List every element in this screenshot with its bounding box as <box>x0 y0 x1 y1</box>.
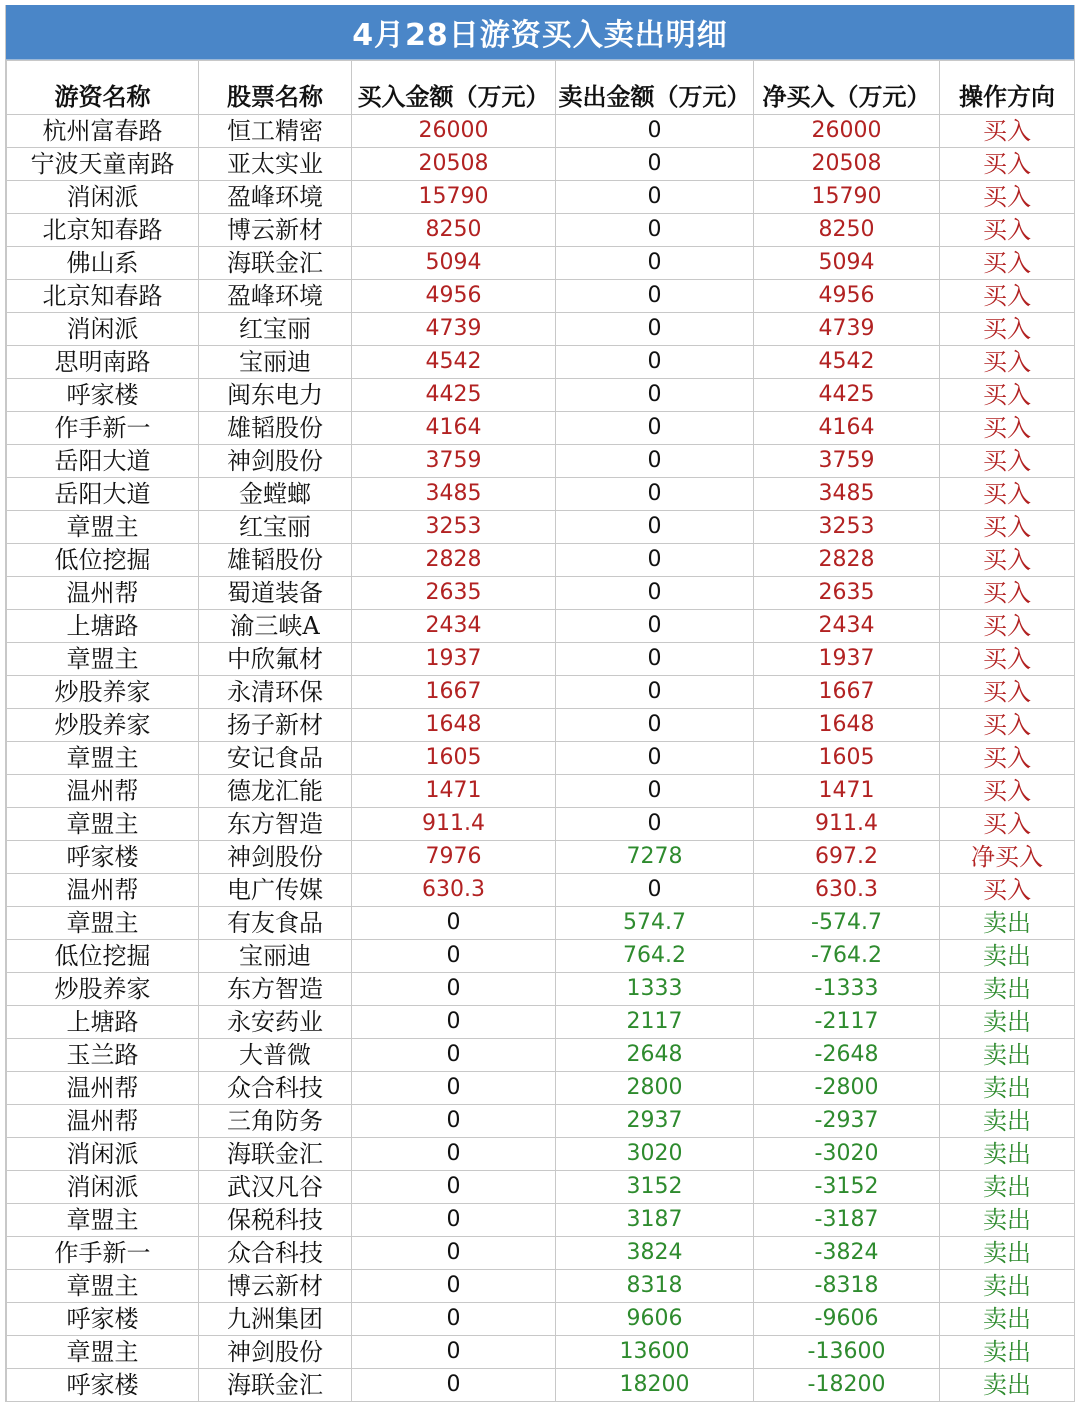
sell-amount-cell: 0 <box>556 742 754 775</box>
stock-cell: 神剑股份 <box>199 1336 352 1369</box>
stock-cell: 东方智造 <box>199 973 352 1006</box>
trader-cell: 佛山系 <box>7 247 199 280</box>
table-row <box>7 1138 1075 1171</box>
table-row <box>7 1369 1075 1402</box>
table-row <box>7 775 1075 808</box>
table-row <box>7 181 1075 214</box>
stock-cell: 红宝丽 <box>199 511 352 544</box>
stock-cell: 神剑股份 <box>199 841 352 874</box>
buy-amount-cell: 4425 <box>352 379 556 412</box>
direction-cell: 卖出 <box>940 1171 1075 1204</box>
direction-cell: 买入 <box>940 511 1075 544</box>
net-buy-cell: 1667 <box>754 676 940 709</box>
table-row <box>7 544 1075 577</box>
sell-amount-cell: 2117 <box>556 1006 754 1039</box>
table-row <box>7 676 1075 709</box>
table-row <box>7 346 1075 379</box>
trader-cell: 思明南路 <box>7 346 199 379</box>
trader-cell: 温州帮 <box>7 1072 199 1105</box>
net-buy-cell: 1937 <box>754 643 940 676</box>
direction-cell: 卖出 <box>940 940 1075 973</box>
buy-amount-cell: 0 <box>352 1303 556 1336</box>
net-buy-cell: -8318 <box>754 1270 940 1303</box>
net-buy-cell: 3253 <box>754 511 940 544</box>
buy-amount-cell: 4164 <box>352 412 556 445</box>
buy-amount-cell: 0 <box>352 1270 556 1303</box>
net-buy-cell: 8250 <box>754 214 940 247</box>
net-buy-cell: 3485 <box>754 478 940 511</box>
trader-cell: 岳阳大道 <box>7 445 199 478</box>
stock-cell: 众合科技 <box>199 1072 352 1105</box>
net-buy-cell: 15790 <box>754 181 940 214</box>
buy-amount-cell: 911.4 <box>352 808 556 841</box>
trader-cell: 章盟主 <box>7 511 199 544</box>
table-row <box>7 808 1075 841</box>
direction-cell: 卖出 <box>940 1072 1075 1105</box>
sell-amount-cell: 3187 <box>556 1204 754 1237</box>
buy-amount-cell: 0 <box>352 1138 556 1171</box>
direction-cell: 卖出 <box>940 973 1075 1006</box>
trader-cell: 杭州富春路 <box>7 115 199 148</box>
trader-cell: 玉兰路 <box>7 1039 199 1072</box>
buy-amount-cell: 8250 <box>352 214 556 247</box>
trader-cell: 作手新一 <box>7 1237 199 1270</box>
trader-cell: 作手新一 <box>7 412 199 445</box>
stock-cell: 永安药业 <box>199 1006 352 1039</box>
sell-amount-cell: 574.7 <box>556 907 754 940</box>
sell-amount-cell: 0 <box>556 775 754 808</box>
table-row <box>7 1237 1075 1270</box>
header-buy-amount: 买入金额（万元） <box>352 61 556 115</box>
net-buy-cell: 4956 <box>754 280 940 313</box>
trader-cell: 低位挖掘 <box>7 544 199 577</box>
net-buy-cell: 5094 <box>754 247 940 280</box>
buy-amount-cell: 0 <box>352 1369 556 1402</box>
stock-cell: 三角防务 <box>199 1105 352 1138</box>
direction-cell: 买入 <box>940 148 1075 181</box>
table-row <box>7 643 1075 676</box>
stock-cell: 电广传媒 <box>199 874 352 907</box>
trader-cell: 呼家楼 <box>7 1303 199 1336</box>
spreadsheet <box>5 5 1075 1402</box>
sell-amount-cell: 13600 <box>556 1336 754 1369</box>
table-row <box>7 313 1075 346</box>
buy-amount-cell: 26000 <box>352 115 556 148</box>
table-row <box>7 1270 1075 1303</box>
stock-cell: 宝丽迪 <box>199 346 352 379</box>
sell-amount-cell: 3152 <box>556 1171 754 1204</box>
table-row <box>7 412 1075 445</box>
net-buy-cell: 2828 <box>754 544 940 577</box>
net-buy-cell: -2800 <box>754 1072 940 1105</box>
trader-cell: 岳阳大道 <box>7 478 199 511</box>
net-buy-cell: -3187 <box>754 1204 940 1237</box>
sell-amount-cell: 9606 <box>556 1303 754 1336</box>
stock-cell: 保税科技 <box>199 1204 352 1237</box>
sell-amount-cell: 0 <box>556 313 754 346</box>
net-buy-cell: 2635 <box>754 577 940 610</box>
buy-amount-cell: 0 <box>352 1039 556 1072</box>
net-buy-cell: 20508 <box>754 148 940 181</box>
buy-amount-cell: 1471 <box>352 775 556 808</box>
net-buy-cell: 4425 <box>754 379 940 412</box>
sell-amount-cell: 7278 <box>556 841 754 874</box>
direction-cell: 买入 <box>940 379 1075 412</box>
table-row <box>7 1105 1075 1138</box>
buy-amount-cell: 0 <box>352 1006 556 1039</box>
net-buy-cell: -9606 <box>754 1303 940 1336</box>
sell-amount-cell: 0 <box>556 709 754 742</box>
stock-cell: 闽东电力 <box>199 379 352 412</box>
buy-amount-cell: 0 <box>352 1171 556 1204</box>
stock-cell: 永清环保 <box>199 676 352 709</box>
buy-amount-cell: 3253 <box>352 511 556 544</box>
sell-amount-cell: 0 <box>556 445 754 478</box>
direction-cell: 买入 <box>940 874 1075 907</box>
direction-cell: 买入 <box>940 577 1075 610</box>
buy-amount-cell: 1648 <box>352 709 556 742</box>
buy-amount-cell: 2635 <box>352 577 556 610</box>
table-row <box>7 1006 1075 1039</box>
trader-cell: 温州帮 <box>7 874 199 907</box>
trader-cell: 章盟主 <box>7 643 199 676</box>
table-row <box>7 742 1075 775</box>
stock-cell: 武汉凡谷 <box>199 1171 352 1204</box>
buy-amount-cell: 0 <box>352 1237 556 1270</box>
trader-cell: 呼家楼 <box>7 1369 199 1402</box>
trader-cell: 消闲派 <box>7 181 199 214</box>
table-row <box>7 1171 1075 1204</box>
net-buy-cell: 3759 <box>754 445 940 478</box>
table-row <box>7 874 1075 907</box>
table-row <box>7 1039 1075 1072</box>
stock-cell: 博云新材 <box>199 214 352 247</box>
net-buy-cell: 911.4 <box>754 808 940 841</box>
header-stock: 股票名称 <box>199 61 352 115</box>
buy-amount-cell: 2828 <box>352 544 556 577</box>
buy-amount-cell: 0 <box>352 907 556 940</box>
trader-cell: 章盟主 <box>7 1270 199 1303</box>
sell-amount-cell: 2937 <box>556 1105 754 1138</box>
direction-cell: 买入 <box>940 742 1075 775</box>
stock-cell: 宝丽迪 <box>199 940 352 973</box>
table-row <box>7 214 1075 247</box>
sell-amount-cell: 0 <box>556 148 754 181</box>
direction-cell: 买入 <box>940 247 1075 280</box>
direction-cell: 卖出 <box>940 1303 1075 1336</box>
sell-amount-cell: 0 <box>556 577 754 610</box>
stock-cell: 盈峰环境 <box>199 181 352 214</box>
trader-cell: 消闲派 <box>7 313 199 346</box>
direction-cell: 卖出 <box>940 1006 1075 1039</box>
direction-cell: 买入 <box>940 445 1075 478</box>
buy-amount-cell: 20508 <box>352 148 556 181</box>
direction-cell: 买入 <box>940 181 1075 214</box>
sell-amount-cell: 0 <box>556 511 754 544</box>
direction-cell: 买入 <box>940 280 1075 313</box>
table-row <box>7 379 1075 412</box>
net-buy-cell: 26000 <box>754 115 940 148</box>
sell-amount-cell: 0 <box>556 214 754 247</box>
sell-amount-cell: 0 <box>556 412 754 445</box>
table-row <box>7 247 1075 280</box>
buy-amount-cell: 5094 <box>352 247 556 280</box>
table-row <box>7 841 1075 874</box>
direction-cell: 买入 <box>940 709 1075 742</box>
direction-cell: 卖出 <box>940 1039 1075 1072</box>
table-body <box>7 115 1075 1402</box>
stock-cell: 安记食品 <box>199 742 352 775</box>
buy-amount-cell: 0 <box>352 1072 556 1105</box>
trader-cell: 章盟主 <box>7 907 199 940</box>
stock-cell: 大普微 <box>199 1039 352 1072</box>
stock-cell: 恒工精密 <box>199 115 352 148</box>
buy-amount-cell: 7976 <box>352 841 556 874</box>
trader-cell: 温州帮 <box>7 1105 199 1138</box>
trader-cell: 北京知春路 <box>7 214 199 247</box>
direction-cell: 买入 <box>940 115 1075 148</box>
stock-cell: 金螳螂 <box>199 478 352 511</box>
trader-cell: 上塘路 <box>7 610 199 643</box>
direction-cell: 卖出 <box>940 1105 1075 1138</box>
sell-amount-cell: 0 <box>556 544 754 577</box>
table-row <box>7 709 1075 742</box>
table-row <box>7 148 1075 181</box>
net-buy-cell: 697.2 <box>754 841 940 874</box>
table-row <box>7 115 1075 148</box>
buy-amount-cell: 0 <box>352 1204 556 1237</box>
trader-cell: 消闲派 <box>7 1138 199 1171</box>
trader-cell: 上塘路 <box>7 1006 199 1039</box>
direction-cell: 卖出 <box>940 907 1075 940</box>
trader-cell: 章盟主 <box>7 1204 199 1237</box>
direction-cell: 买入 <box>940 412 1075 445</box>
table-row <box>7 445 1075 478</box>
stock-cell: 渝三峡A <box>199 610 352 643</box>
header-direction: 操作方向 <box>940 61 1075 115</box>
table-row <box>7 907 1075 940</box>
stock-cell: 海联金汇 <box>199 1369 352 1402</box>
buy-amount-cell: 0 <box>352 973 556 1006</box>
stock-cell: 九洲集团 <box>199 1303 352 1336</box>
sell-amount-cell: 2800 <box>556 1072 754 1105</box>
trader-cell: 消闲派 <box>7 1171 199 1204</box>
trader-cell: 章盟主 <box>7 808 199 841</box>
trader-cell: 低位挖掘 <box>7 940 199 973</box>
net-buy-cell: 1648 <box>754 709 940 742</box>
direction-cell: 卖出 <box>940 1336 1075 1369</box>
direction-cell: 买入 <box>940 808 1075 841</box>
stock-cell: 东方智造 <box>199 808 352 841</box>
direction-cell: 买入 <box>940 346 1075 379</box>
net-buy-cell: -13600 <box>754 1336 940 1369</box>
direction-cell: 卖出 <box>940 1270 1075 1303</box>
net-buy-cell: -2117 <box>754 1006 940 1039</box>
table-row <box>7 577 1075 610</box>
net-buy-cell: 1471 <box>754 775 940 808</box>
net-buy-cell: -1333 <box>754 973 940 1006</box>
sell-amount-cell: 0 <box>556 379 754 412</box>
net-buy-cell: -3152 <box>754 1171 940 1204</box>
sell-amount-cell: 8318 <box>556 1270 754 1303</box>
stock-cell: 亚太实业 <box>199 148 352 181</box>
net-buy-cell: 4542 <box>754 346 940 379</box>
buy-amount-cell: 4739 <box>352 313 556 346</box>
trader-cell: 北京知春路 <box>7 280 199 313</box>
direction-cell: 买入 <box>940 478 1075 511</box>
net-buy-cell: -3020 <box>754 1138 940 1171</box>
stock-cell: 众合科技 <box>199 1237 352 1270</box>
net-buy-cell: -2648 <box>754 1039 940 1072</box>
stock-cell: 红宝丽 <box>199 313 352 346</box>
trader-cell: 炒股养家 <box>7 676 199 709</box>
sell-amount-cell: 18200 <box>556 1369 754 1402</box>
sell-amount-cell: 0 <box>556 478 754 511</box>
stock-cell: 博云新材 <box>199 1270 352 1303</box>
buy-amount-cell: 1937 <box>352 643 556 676</box>
table-row <box>7 1303 1075 1336</box>
sell-amount-cell: 764.2 <box>556 940 754 973</box>
table-row <box>7 973 1075 1006</box>
trader-cell: 呼家楼 <box>7 841 199 874</box>
stock-cell: 中欣氟材 <box>199 643 352 676</box>
net-buy-cell: -2937 <box>754 1105 940 1138</box>
direction-cell: 卖出 <box>940 1138 1075 1171</box>
header-net-buy: 净买入（万元） <box>754 61 940 115</box>
table-row <box>7 1336 1075 1369</box>
net-buy-cell: -764.2 <box>754 940 940 973</box>
stock-cell: 雄韬股份 <box>199 544 352 577</box>
buy-amount-cell: 0 <box>352 940 556 973</box>
direction-cell: 买入 <box>940 214 1075 247</box>
buy-amount-cell: 4542 <box>352 346 556 379</box>
sell-amount-cell: 0 <box>556 874 754 907</box>
sell-amount-cell: 0 <box>556 181 754 214</box>
stock-cell: 有友食品 <box>199 907 352 940</box>
direction-cell: 卖出 <box>940 1369 1075 1402</box>
buy-amount-cell: 0 <box>352 1336 556 1369</box>
table-row <box>7 478 1075 511</box>
direction-cell: 买入 <box>940 610 1075 643</box>
trader-cell: 章盟主 <box>7 1336 199 1369</box>
net-buy-cell: -574.7 <box>754 907 940 940</box>
direction-cell: 买入 <box>940 676 1075 709</box>
buy-amount-cell: 1605 <box>352 742 556 775</box>
sell-amount-cell: 0 <box>556 115 754 148</box>
table-row <box>7 940 1075 973</box>
stock-cell: 神剑股份 <box>199 445 352 478</box>
sell-amount-cell: 0 <box>556 346 754 379</box>
direction-cell: 卖出 <box>940 1237 1075 1270</box>
sell-amount-cell: 3020 <box>556 1138 754 1171</box>
stock-cell: 扬子新材 <box>199 709 352 742</box>
header-trader: 游资名称 <box>7 61 199 115</box>
buy-amount-cell: 0 <box>352 1105 556 1138</box>
header-row <box>7 61 1075 115</box>
direction-cell: 买入 <box>940 544 1075 577</box>
trader-cell: 呼家楼 <box>7 379 199 412</box>
direction-cell: 卖出 <box>940 1204 1075 1237</box>
direction-cell: 净买入 <box>940 841 1075 874</box>
table-row <box>7 1204 1075 1237</box>
trade-table <box>6 60 1075 1402</box>
table-row <box>7 511 1075 544</box>
trader-cell: 炒股养家 <box>7 709 199 742</box>
stock-cell: 雄韬股份 <box>199 412 352 445</box>
net-buy-cell: 4739 <box>754 313 940 346</box>
net-buy-cell: 2434 <box>754 610 940 643</box>
direction-cell: 买入 <box>940 313 1075 346</box>
net-buy-cell: 4164 <box>754 412 940 445</box>
sell-amount-cell: 0 <box>556 643 754 676</box>
sell-amount-cell: 0 <box>556 280 754 313</box>
stock-cell: 盈峰环境 <box>199 280 352 313</box>
trader-cell: 宁波天童南路 <box>7 148 199 181</box>
table-row <box>7 610 1075 643</box>
buy-amount-cell: 1667 <box>352 676 556 709</box>
direction-cell: 买入 <box>940 775 1075 808</box>
buy-amount-cell: 3485 <box>352 478 556 511</box>
net-buy-cell: 1605 <box>754 742 940 775</box>
buy-amount-cell: 4956 <box>352 280 556 313</box>
trader-cell: 温州帮 <box>7 577 199 610</box>
sell-amount-cell: 2648 <box>556 1039 754 1072</box>
header-sell-amount: 卖出金额（万元） <box>556 61 754 115</box>
trader-cell: 章盟主 <box>7 742 199 775</box>
table-row <box>7 1072 1075 1105</box>
stock-cell: 海联金汇 <box>199 1138 352 1171</box>
sell-amount-cell: 0 <box>556 676 754 709</box>
net-buy-cell: 630.3 <box>754 874 940 907</box>
sell-amount-cell: 1333 <box>556 973 754 1006</box>
sheet-title: 4月28日游资买入卖出明细 <box>6 5 1074 60</box>
stock-cell: 海联金汇 <box>199 247 352 280</box>
net-buy-cell: -18200 <box>754 1369 940 1402</box>
net-buy-cell: -3824 <box>754 1237 940 1270</box>
buy-amount-cell: 630.3 <box>352 874 556 907</box>
sell-amount-cell: 0 <box>556 610 754 643</box>
sell-amount-cell: 0 <box>556 247 754 280</box>
direction-cell: 买入 <box>940 643 1075 676</box>
trader-cell: 炒股养家 <box>7 973 199 1006</box>
stock-cell: 蜀道装备 <box>199 577 352 610</box>
sell-amount-cell: 3824 <box>556 1237 754 1270</box>
buy-amount-cell: 3759 <box>352 445 556 478</box>
stock-cell: 德龙汇能 <box>199 775 352 808</box>
buy-amount-cell: 15790 <box>352 181 556 214</box>
sell-amount-cell: 0 <box>556 808 754 841</box>
buy-amount-cell: 2434 <box>352 610 556 643</box>
table-row <box>7 280 1075 313</box>
trader-cell: 温州帮 <box>7 775 199 808</box>
